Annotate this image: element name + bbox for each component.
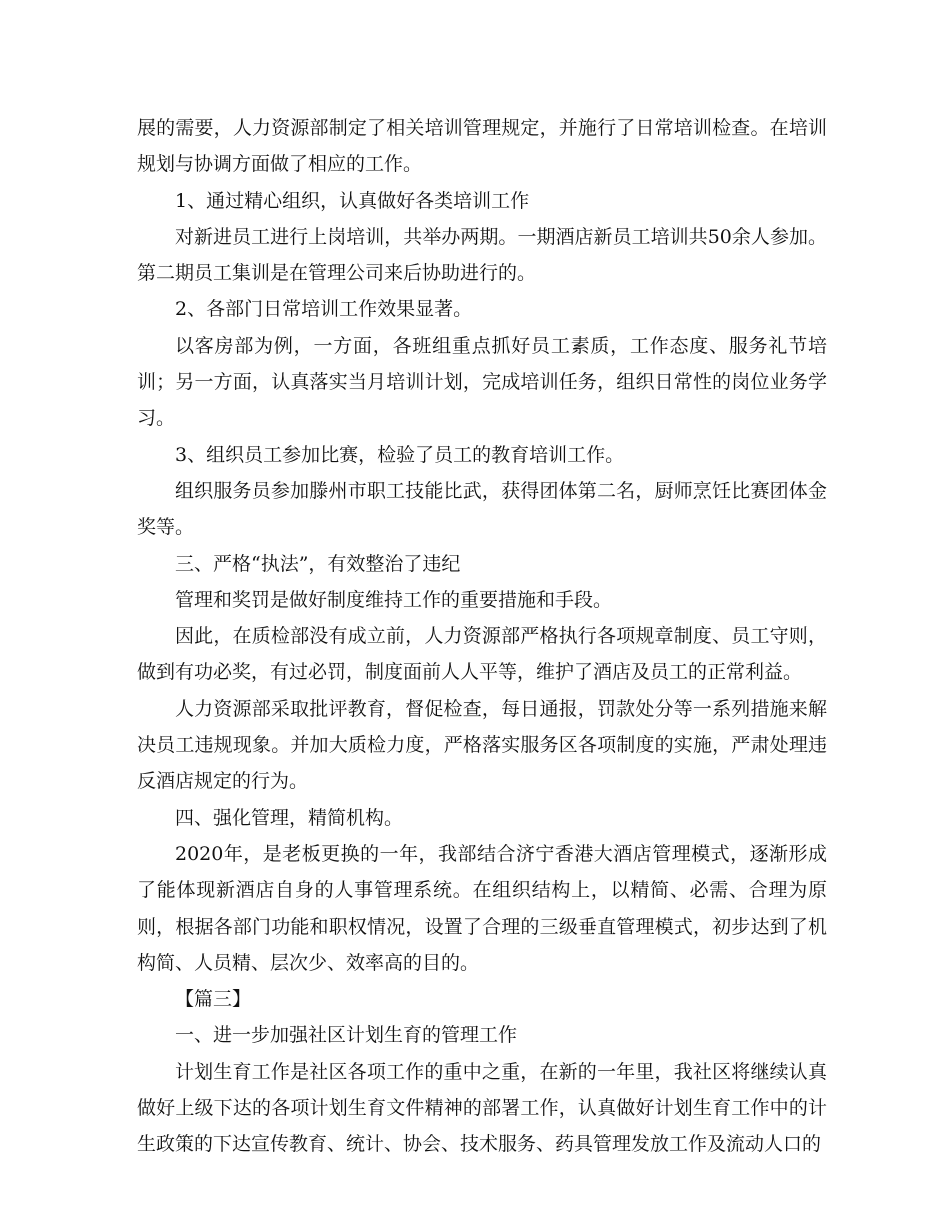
section-heading: 一、进一步加强社区计划生育的管理工作 xyxy=(175,1024,518,1047)
paragraph: 展的需要，人力资源部制定了相关培训管理规定，并施行了日常培训检查。在培训规划与协调方面做了相应的工作。 xyxy=(137,117,827,176)
paragraph: 对新进员工进行上岗培训，共举办两期。一期酒店新员工培训共50余人参加。第二期员工集训是在管理公司来后协助进行的。 xyxy=(137,225,827,285)
paragraph: 以客房部为例，一方面，各班组重点抓好员工素质，工作态度、服务礼节培训；另一方面，认真落实当月培训计划，完成培训任务，组织日常性的岗位业务学习。 xyxy=(137,334,827,430)
part-heading: 【篇三】 xyxy=(175,988,252,1011)
paragraph: 因此，在质检部没有成立前，人力资源部严格执行各项规章制度、员工守则，做到有功必奖，有过必罚，制度面前人人平等，维护了酒店及员工的正常利益。 xyxy=(137,625,827,684)
paragraph: 计划生育工作是社区各项工作的重中之重，在新的一年里，我社区将继续认真做好上级下达的各项计划生育文件精神的部署工作，认真做好计划生育工作中的计生政策的下达宣传教育、统计、协会、技术服务、药具管理发放工作及流动人口的 xyxy=(137,1060,827,1156)
document-body xyxy=(137,110,827,1163)
section-heading: 3、组织员工参加比赛，检验了员工的教育培训工作。 xyxy=(175,443,625,466)
paragraph: 2020年，是老板更换的一年，我部结合济宁香港大酒店管理模式，逐渐形成了能体现新酒店自身的人事管理系统。在组织结构上，以精简、必需、合理为原则，根据各部门功能和职权情况，设置了合理的三级垂直管理模式，初步达到了机构简、人员精、层次少、效率高的目的。 xyxy=(137,842,827,974)
paragraph: 组织服务员参加滕州市职工技能比武，获得团体第二名，厨师烹饪比赛团体金奖等。 xyxy=(137,479,827,539)
section-heading: 四、强化管理，精简机构。 xyxy=(175,806,404,829)
section-heading: 三、严格“执法”，有效整治了违纪 xyxy=(175,552,461,575)
paragraph: 人力资源部采取批评教育，督促检查，每日通报，罚款处分等一系列措施来解决员工违规现象。并加大质检力度，严格落实服务区各项制度的实施，严肃处理违反酒店规定的行为。 xyxy=(137,697,827,793)
section-heading: 2、各部门日常培训工作效果显著。 xyxy=(175,298,473,321)
paragraph: 管理和奖罚是做好制度维持工作的重要措施和手段。 xyxy=(175,588,613,611)
section-heading: 1、通过精心组织，认真做好各类培训工作 xyxy=(175,189,530,212)
